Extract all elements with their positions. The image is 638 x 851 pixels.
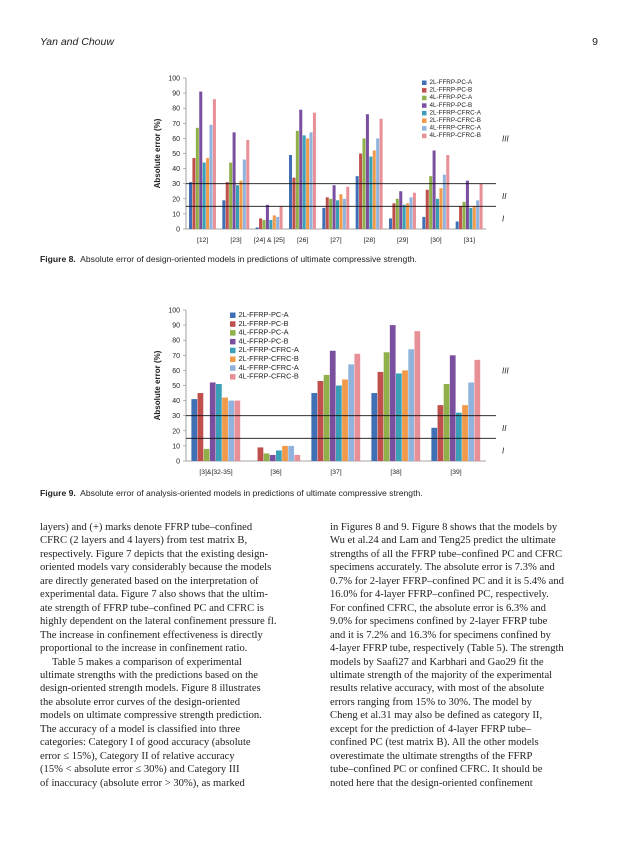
text-line: 4-layer FFRP tube, respectively (Table 5). The strength (330, 643, 564, 655)
bar (233, 132, 236, 229)
x-tick-label: [31] (463, 237, 476, 244)
bar (324, 375, 330, 461)
bar (199, 92, 202, 229)
bar (439, 188, 442, 229)
legend-label: 4L-FFRP-PC-A (238, 327, 289, 337)
bar (243, 160, 246, 229)
legend-swatch (422, 134, 427, 139)
bar (399, 191, 402, 229)
bar (282, 446, 288, 461)
bar (329, 199, 332, 229)
bar (264, 453, 270, 461)
x-tick-label: [28] (363, 237, 376, 244)
bar (256, 227, 259, 229)
bar (280, 206, 283, 229)
y-tick-label: 100 (168, 75, 180, 83)
y-tick-label: 30 (172, 413, 180, 421)
bar (229, 163, 232, 229)
bar (354, 354, 360, 461)
bar (258, 447, 264, 461)
bar (192, 158, 195, 229)
text-line: ultimate strengths with the predictions based on the (40, 669, 259, 681)
bar (343, 199, 346, 229)
legend-swatch (230, 321, 236, 327)
bar (263, 220, 266, 229)
bar (339, 194, 342, 229)
text-line: in Figures 8 and 9. Figure 8 shows that the models by (330, 522, 558, 533)
text-line: design-oriented strength models. Figure 8 illustrates (40, 683, 261, 695)
bar (234, 401, 240, 461)
text-line: ultimate strength of the majority of the experimental (330, 669, 553, 681)
bar (273, 215, 276, 229)
legend-swatch (422, 111, 427, 116)
x-tick-label: [39] (450, 469, 462, 476)
legend-label: 2L-FFRP-CFRC-A (429, 109, 481, 117)
running-head: Yan and Chouw (40, 36, 114, 48)
legend-swatch (422, 119, 427, 124)
text-line: specimens accurately. The absolute error is 7.3% and (330, 562, 555, 574)
legend-swatch (422, 81, 427, 86)
bar (408, 349, 414, 461)
legend-label: 2L-FFRP-CFRC-B (238, 354, 299, 363)
bar (466, 181, 469, 229)
text-line: overestimate the ultimate strengths of the FFRP (330, 750, 533, 762)
text-line: confined PC (test matrix B). All the other models (330, 737, 539, 749)
figure-9-chart (150, 302, 510, 482)
page-number: 9 (592, 36, 598, 48)
accuracy-category-label: I (502, 446, 505, 456)
bar (410, 197, 413, 229)
legend-label: 4L-FFRP-CFRC-A (429, 124, 481, 132)
text-line: (15% < absolute error ≤ 30%) and Category III (40, 764, 240, 776)
text-line: 9.0% for specimens confined by 2-layer FFRP tube (330, 616, 548, 628)
legend-label: 2L-FFRP-CFRC-B (429, 117, 481, 124)
legend-swatch (230, 313, 236, 319)
bar (359, 154, 362, 230)
bar (456, 413, 462, 461)
bar (476, 200, 479, 229)
bar (191, 399, 197, 461)
y-tick-label: 70 (172, 120, 180, 128)
bar (326, 197, 329, 229)
text-line: strengths of all the FFRP tube–confined PC and CFRC (330, 548, 563, 560)
legend-label: 4L-FFRP-PC-B (238, 336, 289, 346)
legend-swatch (422, 126, 427, 131)
x-tick-label: [29] (396, 237, 409, 244)
x-tick-label: [12] (196, 237, 209, 244)
y-axis-label: Absolute error (%) (153, 118, 162, 189)
bar (276, 217, 279, 229)
bar (216, 384, 222, 461)
legend-label: 2L-FFRP-PC-A (429, 79, 473, 86)
bar (431, 428, 437, 461)
x-tick-label: [38] (390, 469, 402, 476)
text-line: models by Saafi27 and Karbhari and Gao29 fit the (330, 656, 544, 668)
y-axis-label: Absolute error (%) (153, 350, 162, 421)
text-line: results relative accuracy, with most of the absolute (330, 683, 545, 695)
bar (462, 405, 468, 461)
bar (469, 208, 472, 229)
figure-9-caption (40, 488, 600, 499)
text-line: Wu et al.24 and Lam and Teng25 predict the ultimate (330, 535, 556, 547)
legend-swatch (230, 339, 236, 345)
bar (313, 113, 316, 229)
x-tick-label: [26] (296, 237, 309, 244)
text-line: error ≤ 15%), Category II of relative accuracy (40, 750, 235, 762)
figure-8-caption-text: Absolute error of design-oriented models in predictions of ultimate compressive strength. (80, 254, 417, 264)
bar (210, 382, 216, 461)
x-tick-label: [3]&[32-35] (199, 469, 233, 476)
bar (296, 131, 299, 229)
text-line: highly dependent on the lateral confinement pressure fl. (40, 616, 277, 628)
y-tick-label: 20 (172, 196, 180, 204)
bar (246, 140, 249, 229)
bar (303, 135, 306, 229)
bar (310, 132, 313, 229)
bar (222, 200, 225, 229)
bar (222, 398, 228, 461)
legend-label: 2L-FFRP-PC-A (238, 310, 289, 319)
accuracy-category-label: III (502, 134, 509, 144)
y-tick-label: 20 (172, 428, 180, 436)
bar (276, 450, 282, 461)
bar (330, 351, 336, 461)
bar (196, 128, 199, 229)
bar (266, 205, 269, 229)
bar (438, 405, 444, 461)
body-column-left (40, 521, 312, 790)
legend-label: 4L-FFRP-PC-B (429, 101, 473, 109)
text-line: Table 5 makes a comparison of experimental (52, 656, 242, 668)
legend-label: 2L-FFRP-PC-B (429, 86, 473, 94)
y-tick-label: 40 (172, 398, 180, 406)
bar (336, 200, 339, 229)
text-line: are directly generated based on the interpretation of (40, 575, 259, 587)
bar (390, 325, 396, 461)
legend-swatch (230, 357, 236, 363)
y-tick-label: 10 (172, 443, 180, 451)
bar (396, 199, 399, 229)
bar (384, 352, 390, 461)
legend-label: 4L-FFRP-PC-A (429, 94, 473, 102)
text-line: CFRC (2 layers and 4 layers) from test matrix B, (40, 535, 248, 547)
y-tick-label: 80 (172, 105, 180, 113)
bar (378, 372, 384, 461)
bar (299, 110, 302, 229)
legend-swatch (422, 88, 427, 93)
y-tick-label: 0 (176, 458, 180, 466)
bar (392, 203, 395, 229)
bar (371, 393, 377, 461)
legend-swatch (230, 348, 236, 354)
bar (203, 163, 206, 229)
figure-8-caption (40, 254, 600, 265)
bar (433, 150, 436, 229)
bar (414, 331, 420, 461)
bar (436, 199, 439, 229)
text-line: The increase in confinement effectiveness is directly (40, 629, 263, 641)
bar (213, 99, 216, 229)
figure-8-label: Figure 8. (40, 254, 76, 264)
legend-label: 4L-FFRP-CFRC-B (238, 371, 299, 381)
text-line: 0.7% for 2-layer FFRP–confined PC and it is 5.4% and (330, 575, 564, 587)
x-tick-label: [23] (230, 237, 242, 244)
bar (259, 218, 262, 229)
bar (473, 206, 476, 229)
text-line: ate strength of FFRP tube–confined PC and CFRC is (40, 602, 264, 614)
accuracy-category-label: I (502, 214, 505, 224)
bar (446, 155, 449, 229)
body-column-right (330, 521, 602, 790)
bar (226, 182, 229, 229)
text-line: The accuracy of a model is classified into three (40, 723, 241, 735)
legend-swatch (230, 374, 236, 380)
text-line: errors ranging from 15% to 30%. The model by (330, 696, 532, 708)
bar (322, 208, 325, 229)
y-tick-label: 90 (172, 322, 180, 330)
bar (380, 119, 383, 229)
legend-swatch (422, 96, 427, 101)
text-line: respectively. Figure 7 depicts that the existing design- (40, 548, 269, 560)
text-line: of inaccuracy (absolute error > 30%), as marked (40, 777, 245, 789)
y-tick-label: 60 (172, 135, 180, 143)
text-line: 16.0% for 4-layer FFRP–confined PC, respectively. (330, 589, 549, 601)
bar (406, 203, 409, 229)
bar (206, 158, 209, 229)
accuracy-category-label: II (502, 423, 507, 433)
bar (443, 175, 446, 229)
legend-label: 4L-FFRP-CFRC-A (238, 362, 299, 372)
y-tick-label: 50 (172, 383, 180, 390)
x-tick-label: [27] (330, 237, 342, 244)
text-line: experimental data. Figure 7 also shows that the ultim- (40, 589, 269, 601)
y-tick-label: 40 (172, 166, 180, 174)
bar (369, 157, 372, 229)
text-line: For confined CFRC, the absolute error is 6.3% and (330, 602, 546, 614)
bar (189, 182, 192, 229)
bar (373, 150, 376, 229)
text-line: the absolute error curves of the design-oriented (40, 696, 241, 708)
legend-label: 2L-FFRP-CFRC-A (238, 345, 299, 355)
bar (294, 455, 300, 461)
legend-swatch (230, 365, 236, 371)
y-tick-label: 30 (172, 181, 180, 189)
y-tick-label: 10 (172, 211, 180, 219)
bar (318, 381, 324, 461)
text-line: and it is 7.2% and 16.3% for specimens confined by (330, 629, 551, 641)
bar (333, 185, 336, 229)
y-tick-label: 90 (172, 90, 180, 98)
text-line: models on ultimate compressive strength prediction. (40, 710, 262, 722)
text-line: except for the prediction of 4-layer FFRP tube– (330, 723, 532, 735)
y-tick-label: 70 (172, 352, 180, 360)
bar (444, 384, 450, 461)
legend-label: 2L-FFRP-PC-B (238, 318, 289, 328)
bar (288, 446, 294, 461)
legend-label: 4L-FFRP-CFRC-B (429, 132, 481, 140)
bar (474, 360, 480, 461)
bar (456, 221, 459, 229)
bar (269, 220, 272, 229)
figure-8-chart (150, 70, 510, 250)
bar (396, 373, 402, 461)
bar (463, 202, 466, 229)
bar (366, 114, 369, 229)
bar (413, 193, 416, 229)
figure-9-label: Figure 9. (40, 488, 76, 498)
bar (348, 364, 354, 461)
bar (239, 181, 242, 229)
bar (422, 217, 425, 229)
y-tick-label: 0 (176, 226, 180, 234)
bar (389, 218, 392, 229)
bar (270, 455, 276, 461)
text-line: proportional to the increase in confinement ratio. (40, 643, 248, 655)
bar (204, 449, 210, 461)
bar (292, 178, 295, 229)
legend-swatch (230, 330, 236, 336)
y-tick-label: 80 (172, 337, 180, 345)
accuracy-category-label: III (502, 366, 509, 376)
bar (450, 355, 456, 461)
text-line: noted here that the design-oriented confinement (330, 777, 533, 789)
bar (210, 125, 213, 229)
text-line: Cheng et al.31 may also be defined as category II, (330, 710, 543, 722)
bar (289, 155, 292, 229)
y-tick-label: 60 (172, 367, 180, 375)
bar (236, 185, 239, 229)
text-line: oriented models vary considerably because the models (40, 562, 272, 574)
figure-9-caption-text: Absolute error of analysis-oriented models in predictions of ultimate compressive strength. (80, 488, 423, 498)
bar (311, 393, 317, 461)
y-tick-label: 100 (168, 307, 180, 315)
text-line: categories: Category I of good accuracy (absolute (40, 737, 251, 749)
legend-swatch (422, 103, 427, 108)
x-tick-label: [36] (270, 469, 282, 476)
x-tick-label: [24] & [25] (253, 237, 285, 244)
text-line: tube–confined PC or confined CFRC. It should be (330, 764, 543, 776)
bar (468, 382, 474, 461)
x-tick-label: [30] (430, 237, 442, 244)
accuracy-category-label: II (502, 191, 507, 201)
bar (346, 187, 349, 229)
y-tick-label: 50 (172, 151, 180, 158)
bar (198, 393, 204, 461)
bar (336, 386, 342, 462)
text-line: layers) and (+) marks denote FFRP tube–confined (40, 522, 253, 533)
bar (459, 206, 462, 229)
bar (228, 401, 234, 461)
bar (342, 379, 348, 461)
bar (426, 190, 429, 229)
x-tick-label: [37] (330, 469, 342, 476)
bar (403, 205, 406, 229)
